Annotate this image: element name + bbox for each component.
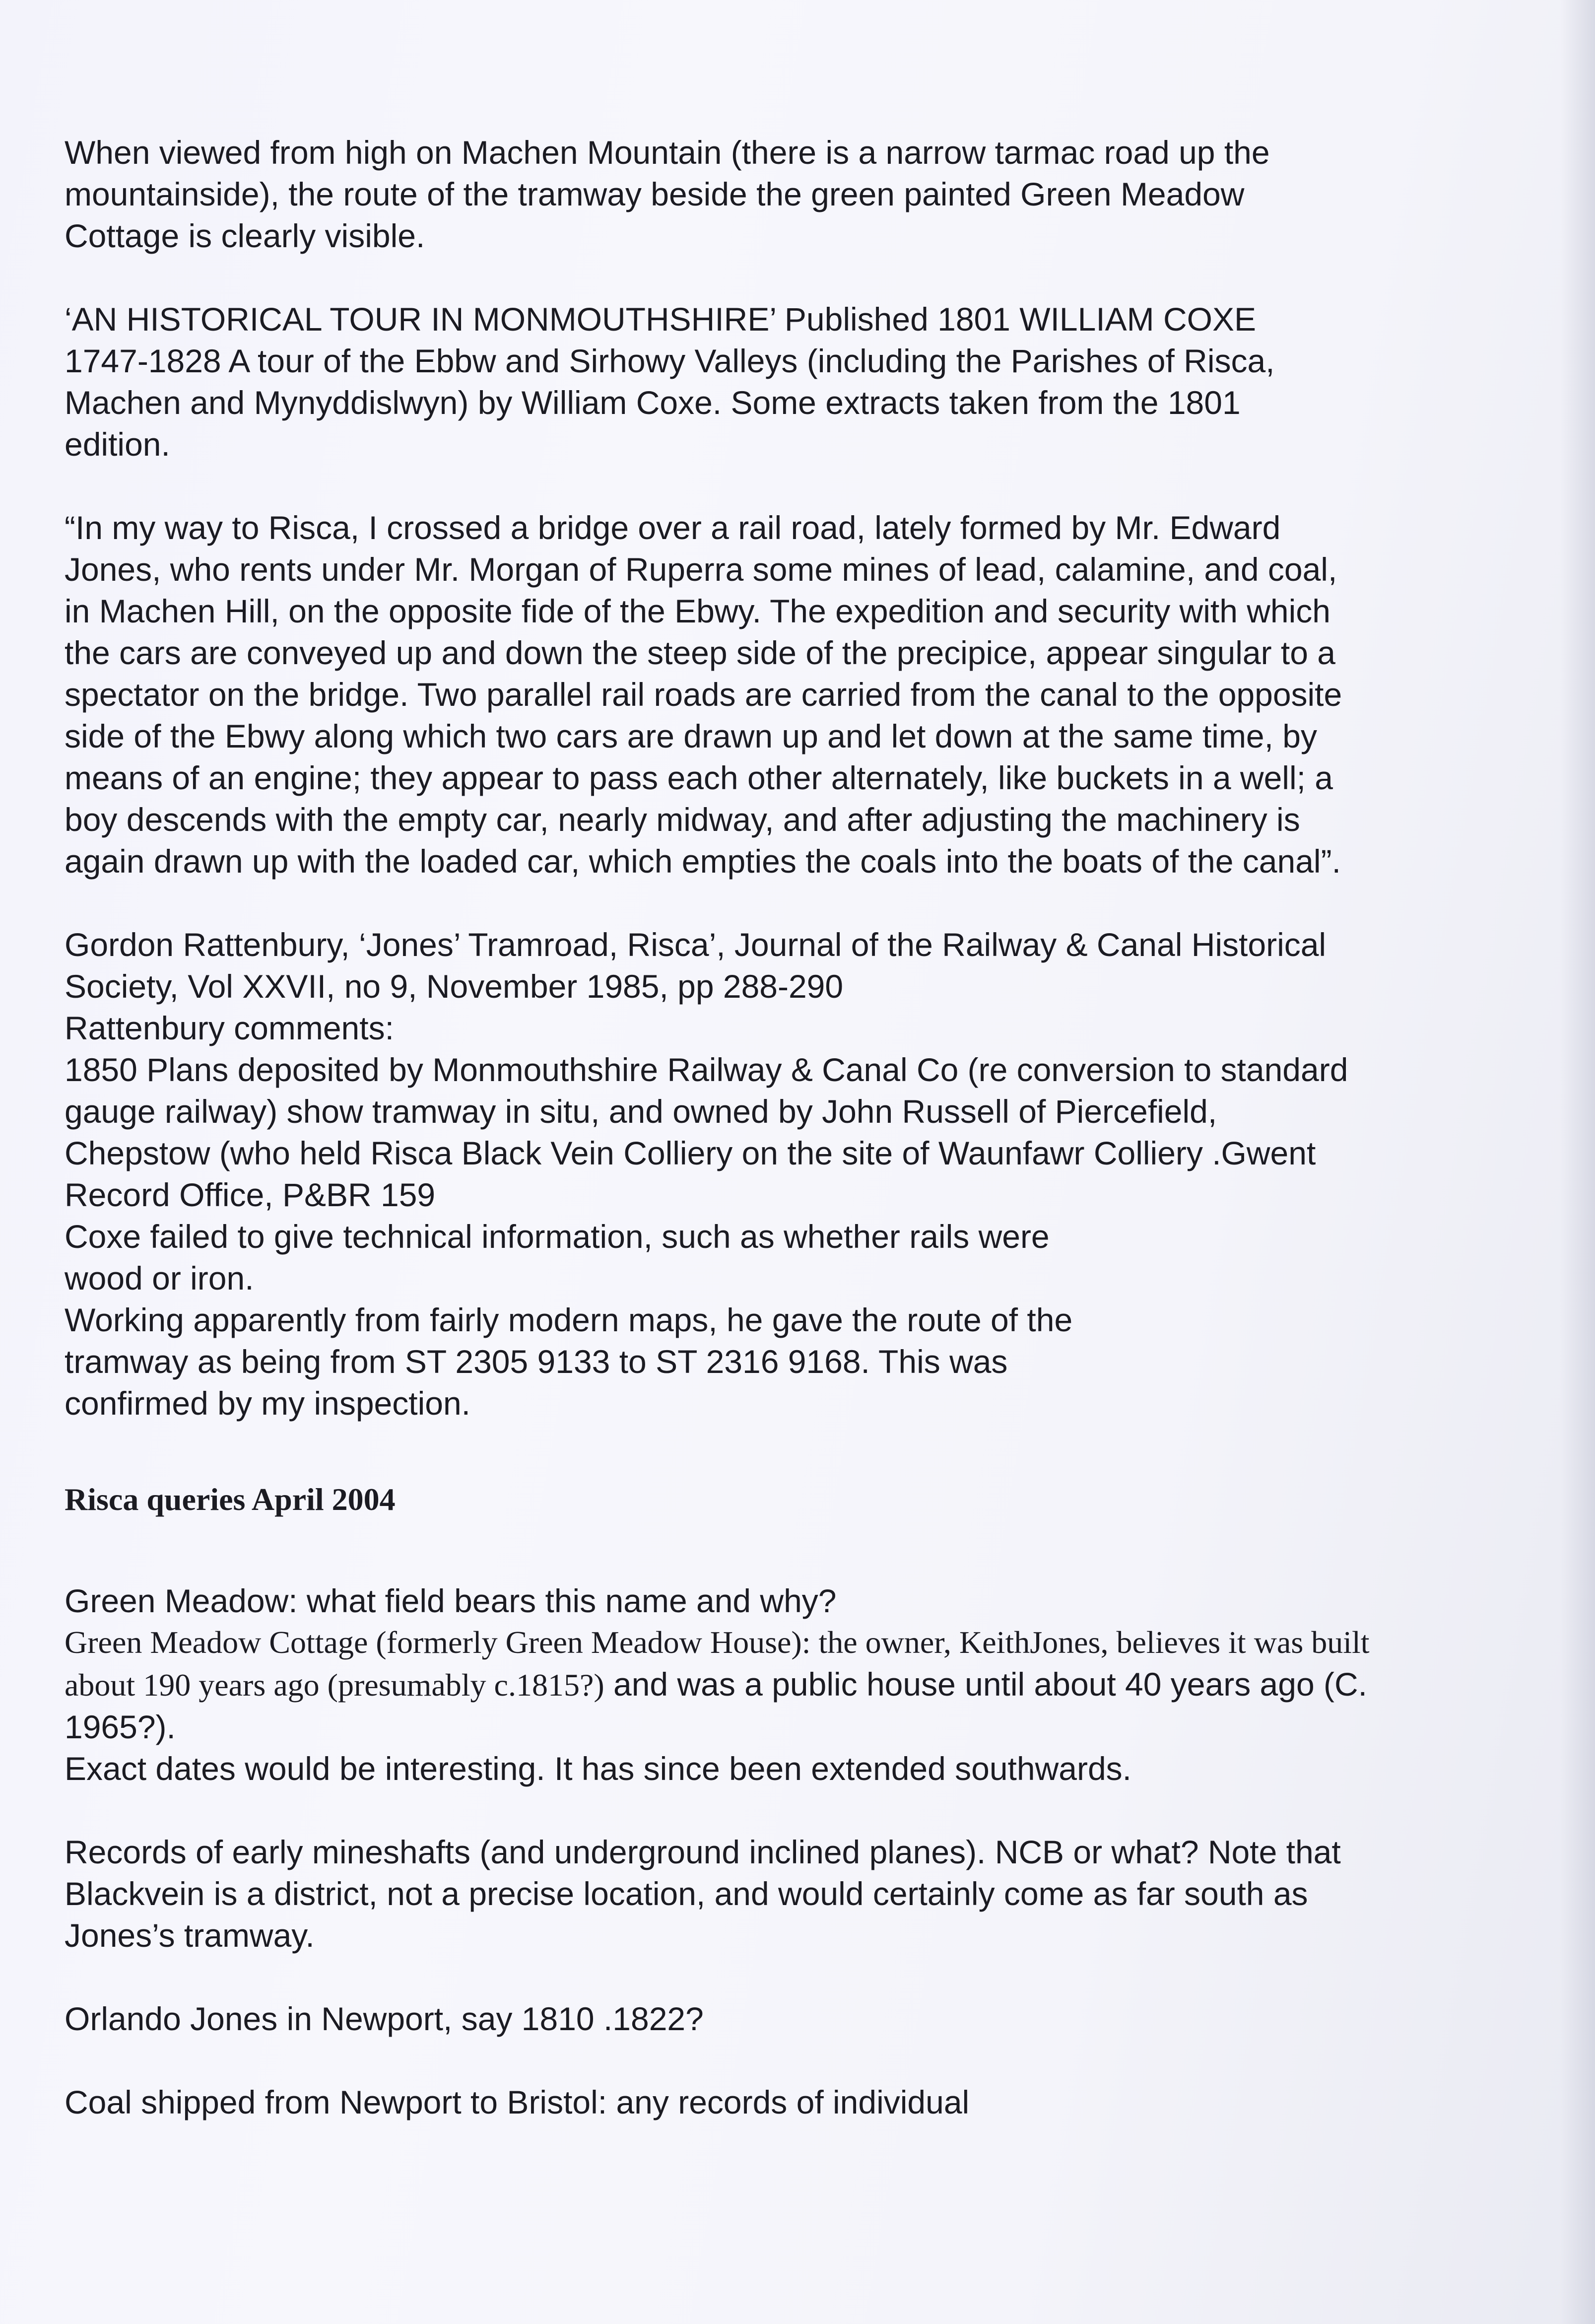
query-line <box>65 1663 1553 1706</box>
query-line: Blackvein is a district, not a precise location, and would certainly come as far south as <box>65 1875 1308 1912</box>
rattenbury-line: Working apparently from fairly modern maps, he gave the route of the <box>65 1301 1073 1338</box>
query-line: Coal shipped from Newport to Bristol: any records of individual <box>65 2084 970 2120</box>
query-line: Records of early mineshafts (and underground inclined planes). NCB or what? Note that <box>65 1834 1341 1870</box>
query-question: Green Meadow: what field bears this name and why? <box>65 1582 837 1619</box>
rattenbury-line: Record Office, P&BR 159 <box>65 1176 436 1213</box>
query-orlando-jones <box>65 1998 1553 2040</box>
quote-line: boy descends with the empty car, nearly midway, and after adjusting the machinery is <box>65 801 1300 838</box>
rattenbury-line: Coxe failed to give technical information, such as whether rails were <box>65 1218 1050 1255</box>
query-line: Exact dates would be interesting. It has since been extended southwards. <box>65 1750 1131 1787</box>
query-serif-run: about 190 years ago (presumably c.1815?) <box>65 1667 604 1703</box>
coxe-line: Machen and Mynyddislwyn) by William Coxe. Some extracts taken from the 1801 <box>65 384 1241 421</box>
coxe-quote-paragraph <box>65 507 1553 882</box>
rattenbury-line: Chepstow (who held Risca Black Vein Colliery on the site of Waunfawr Colliery .Gwent <box>65 1135 1316 1171</box>
rattenbury-line: tramway as being from ST 2305 9133 to ST 2316 9168. This was <box>65 1343 1008 1380</box>
intro-line: When viewed from high on Machen Mountain (there is a narrow tarmac road up the <box>65 134 1270 171</box>
document-content <box>65 132 1553 2123</box>
coxe-line: edition. <box>65 426 170 463</box>
quote-line: side of the Ebwy along which two cars are drawn up and let down at the same time, by <box>65 718 1318 754</box>
query-line: Green Meadow Cottage (formerly Green Meadow House): the owner, KeithJones, believes it was built <box>65 1625 1370 1660</box>
quote-line: spectator on the bridge. Two parallel rail roads are carried from the canal to the opposite <box>65 676 1342 713</box>
quote-line: “In my way to Risca, I crossed a bridge over a rail road, lately formed by Mr. Edward <box>65 509 1281 546</box>
rattenbury-line: Rattenbury comments: <box>65 1010 394 1046</box>
query-line: Jones’s tramway. <box>65 1917 315 1954</box>
section-heading: Risca queries April 2004 <box>65 1482 396 1517</box>
rattenbury-line: Gordon Rattenbury, ‘Jones’ Tramroad, Risca’, Journal of the Railway & Canal Historical <box>65 926 1327 963</box>
page-edge-shadow <box>1560 0 1595 2324</box>
intro-paragraph <box>65 132 1553 257</box>
rattenbury-paragraph <box>65 924 1553 1424</box>
rattenbury-line: gauge railway) show tramway in situ, and owned by John Russell of Piercefield, <box>65 1093 1217 1130</box>
intro-line: mountainside), the route of the tramway beside the green painted Green Meadow <box>65 176 1245 212</box>
query-line: 1965?). <box>65 1709 176 1745</box>
intro-line: Cottage is clearly visible. <box>65 217 425 254</box>
query-line: Orlando Jones in Newport, say 1810 .1822? <box>65 2000 704 2037</box>
query-coal-shipped <box>65 2081 1553 2123</box>
query-green-meadow <box>65 1580 1553 1789</box>
coxe-line: ‘AN HISTORICAL TOUR IN MONMOUTHSHIRE’ Published 1801 WILLIAM COXE <box>65 301 1257 338</box>
quote-line: means of an engine; they appear to pass each other alternately, like buckets in a well; a <box>65 759 1333 796</box>
quote-line: in Machen Hill, on the opposite fide of the Ebwy. The expedition and security with which <box>65 593 1330 629</box>
query-sans-run: and was a public house until about 40 years ago (C. <box>604 1666 1367 1703</box>
rattenbury-line: 1850 Plans deposited by Monmouthshire Railway & Canal Co (re conversion to standard <box>65 1051 1348 1088</box>
coxe-line: 1747-1828 A tour of the Ebbw and Sirhowy Valleys (including the Parishes of Risca, <box>65 342 1275 379</box>
query-mineshafts <box>65 1831 1553 1956</box>
rattenbury-line: wood or iron. <box>65 1260 254 1297</box>
quote-line: Jones, who rents under Mr. Morgan of Ruperra some mines of lead, calamine, and coal, <box>65 551 1337 588</box>
quote-line: the cars are conveyed up and down the steep side of the precipice, appear singular to a <box>65 634 1335 671</box>
rattenbury-line: confirmed by my inspection. <box>65 1385 471 1422</box>
rattenbury-line: Society, Vol XXVII, no 9, November 1985, pp 288-290 <box>65 968 844 1005</box>
quote-line: again drawn up with the loaded car, which empties the coals into the boats of the canal”. <box>65 843 1341 880</box>
coxe-tour-paragraph <box>65 298 1553 465</box>
